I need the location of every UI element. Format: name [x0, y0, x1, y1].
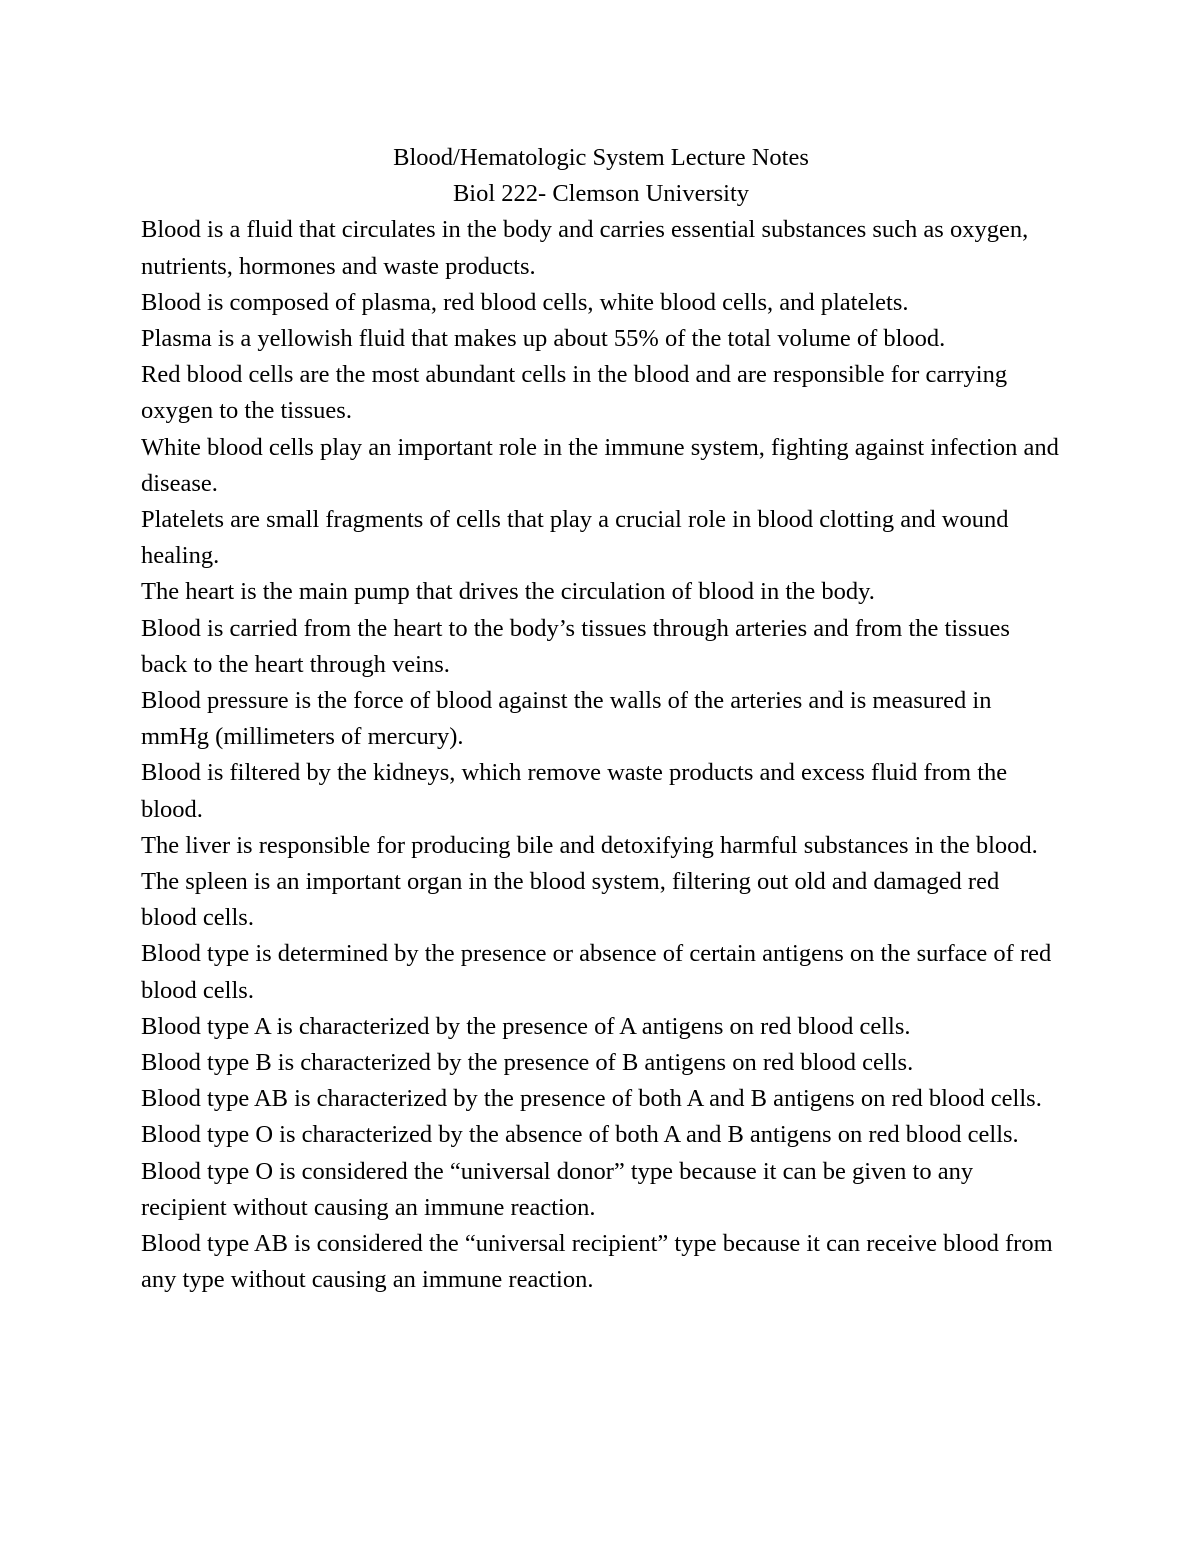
- paragraph: Blood is filtered by the kidneys, which remove waste products and excess fluid from the blood.: [141, 759, 1008, 823]
- paragraph: The spleen is an important organ in the blood system, filtering out old and damaged red blood cells.: [141, 868, 1000, 932]
- paragraph: Blood type B is characterized by the presence of B antigens on red blood cells.: [141, 1049, 914, 1077]
- paragraph: Blood is a fluid that circulates in the body and carries essential substances such as oxygen, nutrients, hormones and waste products.: [141, 216, 1029, 280]
- paragraph: Blood type O is characterized by the absence of both A and B antigens on red blood cells.: [141, 1121, 1019, 1149]
- paragraph: The heart is the main pump that drives the circulation of blood in the body.: [141, 578, 875, 606]
- paragraph: Blood type O is considered the “universal donor” type because it can be given to any recipient without causing an immune reaction.: [141, 1157, 974, 1221]
- paragraph: Blood type AB is characterized by the presence of both A and B antigens on red blood cells.: [141, 1085, 1042, 1113]
- paragraph: The liver is responsible for producing bile and detoxifying harmful substances in the blood.: [141, 831, 1038, 859]
- paragraph: Blood type is determined by the presence or absence of certain antigens on the surface of red blood cells.: [141, 940, 1052, 1004]
- paragraph: Blood is composed of plasma, red blood cells, white blood cells, and platelets.: [141, 288, 909, 316]
- paragraph: Platelets are small fragments of cells that play a crucial role in blood clotting and wound healing.: [141, 506, 1009, 570]
- paragraph: Blood pressure is the force of blood against the walls of the arteries and is measured in mmHg (millimeters of mercury).: [141, 687, 992, 751]
- paragraph: White blood cells play an important role in the immune system, fighting against infection and disease.: [141, 433, 1059, 497]
- document-body: [141, 140, 1061, 1299]
- document-subtitle: Biol 222- Clemson University: [452, 180, 750, 208]
- paragraph: Plasma is a yellowish fluid that makes up about 55% of the total volume of blood.: [141, 325, 946, 353]
- paragraph: Blood is carried from the heart to the body’s tissues through arteries and from the tissues back to the heart through veins.: [141, 614, 1010, 678]
- paragraph: Red blood cells are the most abundant cells in the blood and are responsible for carrying oxygen to the tissues.: [141, 361, 1008, 425]
- paragraph: Blood type AB is considered the “universal recipient” type because it can receive blood from any type without causing an immune reaction.: [141, 1230, 1053, 1294]
- paragraph: Blood type A is characterized by the presence of A antigens on red blood cells.: [141, 1012, 911, 1040]
- document-title: Blood/Hematologic System Lecture Notes: [393, 144, 809, 171]
